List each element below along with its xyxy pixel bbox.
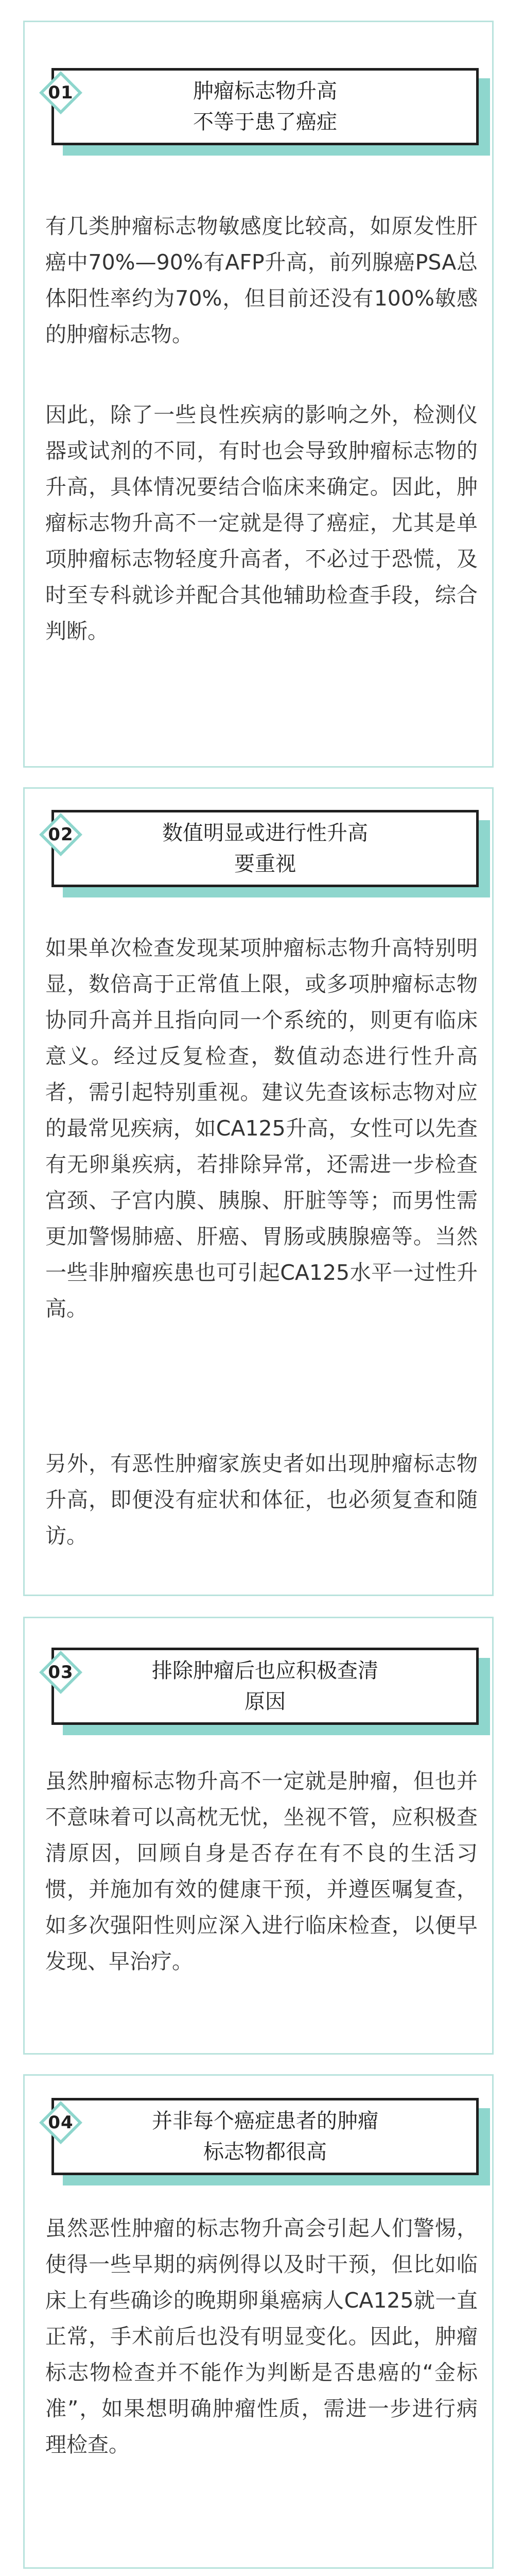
section-paragraph: 因此，除了一些良性疾病的影响之外，检测仪器或试剂的不同，有时也会导致肿瘤标志物的升高，具体情况要结合临床来确定。因此，肿瘤标志物升高不一定就是得了癌症，尤其是单项肿瘤标志物轻度升高者，不必过于恐慌，及时至专科就诊并配合其他辅助检查手段，综合判断。 (45, 402, 478, 643)
section-number: 03 (48, 1662, 74, 1683)
section-heading-2 (51, 810, 479, 887)
section-title-line2: 要重视 (234, 852, 296, 876)
section-heading-4 (51, 2098, 479, 2175)
section-number: 02 (48, 824, 74, 845)
section-paragraph: 虽然恶性肿瘤的标志物升高会引起人们警惕，使得一些早期的病例得以及时干预，但比如临床上有些确诊的晚期卵巢癌病人CA125就一直正常，手术前后也没有明显变化。因此，肿瘤标志物检查并不能作为判断是否患癌的“金标准”，如果想明确肿瘤性质，需进一步进行病理检查。 (45, 2216, 478, 2457)
section-number: 04 (48, 2112, 74, 2133)
section-number-badge (36, 810, 85, 859)
section-heading-1 (51, 68, 479, 145)
section-paragraph: 有几类肿瘤标志物敏感度比较高，如原发性肝癌中70%—90%有AFP升高，前列腺癌PSA总体阳性率约为70%，但目前还没有100%敏感的肿瘤标志物。 (45, 214, 478, 347)
section-paragraph: 虽然肿瘤标志物升高不一定就是肿瘤，但也并不意味着可以高枕无忧，坐视不管，应积极查清原因，回顾自身是否存在有不良的生活习惯，并施加有效的健康干预，并遵医嘱复查，如多次强阳性则应深入进行临床检查，以便早发现、早治疗。 (45, 1769, 478, 1974)
section-title-line1: 肿瘤标志物升高 (193, 79, 337, 103)
section-title-line1: 排除肿瘤后也应积极查清 (152, 1659, 378, 1683)
section-number-badge (36, 2098, 85, 2147)
section-number-badge (36, 1648, 85, 1697)
section-title-line1: 并非每个癌症患者的肿瘤 (152, 2109, 378, 2133)
section-heading-3 (51, 1648, 479, 1725)
section-number: 01 (48, 82, 74, 103)
section-number-badge (36, 68, 85, 117)
section-title-line1: 数值明显或进行性升高 (162, 821, 368, 845)
section-title-line2: 原因 (244, 1690, 286, 1714)
section-paragraph: 如果单次检查发现某项肿瘤标志物升高特别明显，数倍高于正常值上限，或多项肿瘤标志物协同升高并且指向同一个系统的，则更有临床意义。经过反复检查，数值动态进行性升高者，需引起特别重视。建议先查该标志物对应的最常见疾病，如CA125升高，女性可以先查有无卵巢疾病，若排除异常，还需进一步检查宫颈、子宫内膜、胰腺、肝脏等等；而男性需更加警惕肺癌、肝癌、胃肠或胰腺癌等。当然一些非肿瘤疾患也可引起CA125水平一过性升高。 (45, 936, 478, 1321)
section-title-line2: 标志物都很高 (203, 2140, 327, 2164)
section-title-line2: 不等于患了癌症 (193, 110, 337, 134)
section-paragraph: 另外，有恶性肿瘤家族史者如出现肿瘤标志物升高，即便没有症状和体征，也必须复查和随访。 (45, 1451, 478, 1548)
